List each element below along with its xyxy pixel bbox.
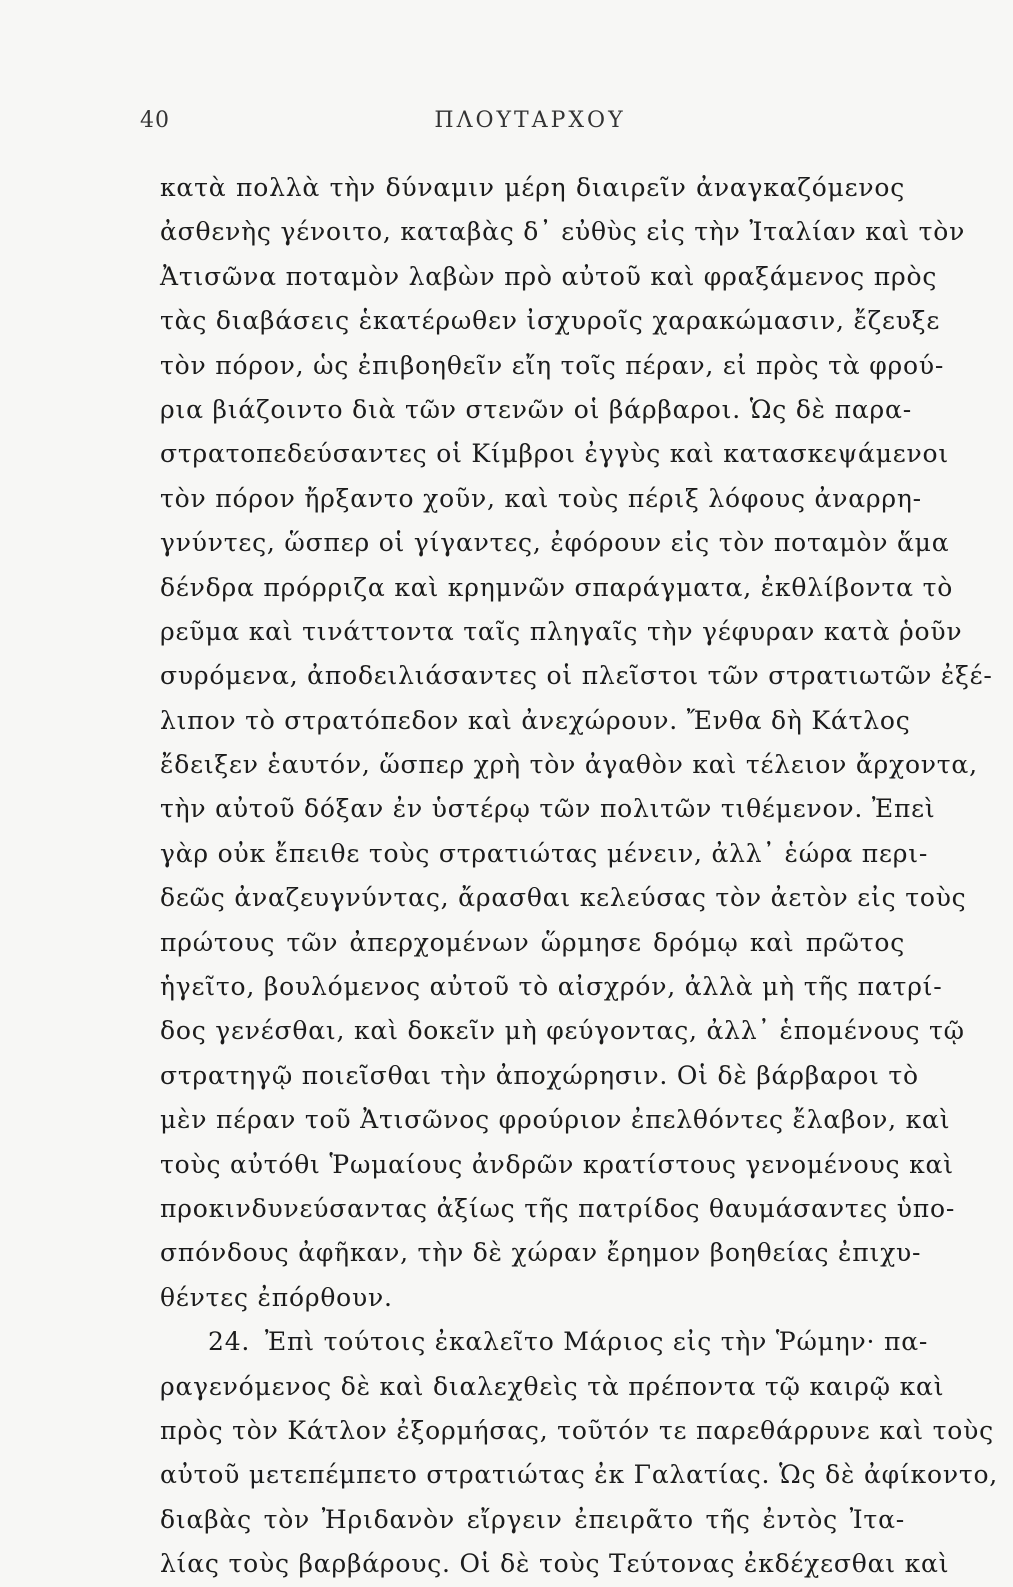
line-text: Ἀτισῶνα ποταμὸν λαβὼν πρὸ αὐτοῦ καὶ φραξάμενος πρὸς — [160, 261, 938, 291]
text-line — [160, 1365, 945, 1409]
line-text: στρατοπεδεύσαντες οἱ Κίμβροι ἐγγὺς καὶ κατασκεψάμενοι — [160, 439, 949, 469]
text-line — [160, 1143, 954, 1187]
paragraph — [160, 166, 993, 1320]
text-line — [160, 566, 954, 610]
text-line — [160, 344, 945, 388]
text-line — [160, 965, 943, 1009]
page-number: 40 — [140, 108, 170, 133]
text-line — [160, 210, 966, 254]
line-text: ραγενόμενος δὲ καὶ διαλεχθεὶς τὰ πρέποντα τῷ καιρῷ καὶ — [160, 1371, 945, 1401]
line-text: ἔδειξεν ἑαυτόν, ὥσπερ χρὴ τὸν ἀγαθὸν καὶ τέλειον ἄρχοντα, — [160, 750, 978, 780]
line-text: θέντες ἐπόρθουν. — [160, 1282, 393, 1312]
line-text: μὲν πέραν τοῦ Ἀτισῶνος φρούριον ἐπελθόντες ἔλαβον, καὶ — [160, 1105, 951, 1135]
line-text: τὴν αὐτοῦ δόξαν ἐν ὑστέρῳ τῶν πολιτῶν τιθέμενον. Ἐπεὶ — [160, 794, 936, 824]
paragraph — [160, 1320, 999, 1586]
line-text: πρώτους τῶν ἀπερχομένων ὥρμησε δρόμῳ καὶ πρῶτος — [160, 927, 905, 957]
text-line — [160, 1276, 905, 1320]
text-line — [160, 1453, 999, 1497]
text-line — [160, 388, 912, 432]
text-line — [160, 166, 905, 210]
line-text: ρια βιάζοιντο διὰ τῶν στενῶν οἱ βάρβαροι. Ὡς δὲ παρα- — [160, 394, 912, 424]
line-text: τοὺς αὐτόθι Ῥωμαίους ἀνδρῶν κρατίστους γενομένους καὶ — [160, 1149, 954, 1179]
line-text: τὸν πόρον ἤρξαντο χοῦν, καὶ τοὺς πέριξ λόφους ἀναρρη- — [160, 483, 922, 513]
line-text: τὸν πόρον, ὡς ἐπιβοηθεῖν εἴη τοῖς πέραν, εἰ πρὸς τὰ φρού- — [160, 350, 945, 380]
line-text: διαβὰς τὸν Ἠριδανὸν εἴργειν ἐπειρᾶτο τῆς ἐντὸς Ἰτα- — [160, 1504, 905, 1534]
line-text: ἡγεῖτο, βουλόμενος αὐτοῦ τὸ αἰσχρόν, ἀλλὰ μὴ τῆς πατρί- — [160, 972, 943, 1002]
line-text: γὰρ οὐκ ἔπειθε τοὺς στρατιώτας μένειν, ἀλλ᾽ ἑώρα περι- — [160, 838, 929, 868]
text-line — [160, 255, 938, 299]
line-text: γνύντες, ὥσπερ οἱ γίγαντες, ἐφόρουν εἰς τὸν ποταμὸν ἅμα — [160, 528, 950, 558]
text-line — [160, 299, 941, 343]
line-text: ρεῦμα καὶ τινάττοντα ταῖς πληγαῖς τὴν γέφυραν κατὰ ῥοῦν — [160, 616, 963, 646]
line-text: πρὸς τὸν Κάτλον ἐξορμήσας, τοῦτόν τε παρεθάρρυνε καὶ τοὺς — [160, 1415, 994, 1445]
running-title: ΠΛΟΥΤΑΡΧΟΥ — [434, 108, 626, 133]
line-text: κατὰ πολλὰ τὴν δύναμιν μέρη διαιρεῖν ἀναγκαζόμενος — [160, 173, 905, 202]
body-text — [160, 166, 999, 1587]
text-line — [160, 1187, 956, 1231]
line-text: λιπον τὸ στρατόπεδον καὶ ἀνεχώρουν. Ἔνθα δὴ Κάτλος — [160, 705, 911, 735]
text-line — [160, 1498, 905, 1542]
text-line — [160, 787, 936, 831]
text-line — [160, 610, 963, 654]
text-line — [160, 1231, 922, 1275]
section-number: 24. — [208, 1327, 251, 1357]
text-line — [160, 699, 911, 743]
text-line — [160, 1054, 919, 1098]
text-line — [160, 876, 967, 920]
line-text: στρατηγῷ ποιεῖσθαι τὴν ἀποχώρησιν. Οἱ δὲ βάρβαροι τὸ — [160, 1060, 919, 1090]
text-line — [160, 1409, 994, 1453]
text-line — [160, 921, 905, 965]
page-header — [140, 108, 920, 148]
line-text: δος γενέσθαι, καὶ δοκεῖν μὴ φεύγοντας, ἀλλ᾽ ἑπομένους τῷ — [160, 1016, 965, 1046]
text-line — [160, 743, 978, 787]
line-text: δένδρα πρόρριζα καὶ κρημνῶν σπαράγματα, ἐκθλίβοντα τὸ — [160, 572, 954, 602]
line-text: αὐτοῦ μετεπέμπετο στρατιώτας ἐκ Γαλατίας. Ὡς δὲ ἀφίκοντο, — [160, 1460, 999, 1490]
line-text: συρόμενα, ἀποδειλιάσαντες οἱ πλεῖστοι τῶν στρατιωτῶν ἐξέ- — [160, 661, 993, 691]
line-text: προκινδυνεύσαντας ἀξίως τῆς πατρίδος θαυμάσαντες ὑπο- — [160, 1193, 956, 1223]
text-line — [160, 521, 950, 565]
text-line — [160, 832, 929, 876]
line-text: σπόνδους ἀφῆκαν, τὴν δὲ χώραν ἔρημον βοηθείας ἐπιχυ- — [160, 1238, 922, 1268]
text-line — [160, 1009, 965, 1053]
text-line — [160, 432, 949, 476]
line-text: δεῶς ἀναζευγνύντας, ἄρασθαι κελεύσας τὸν ἀετὸν εἰς τοὺς — [160, 883, 967, 913]
text-line — [160, 477, 922, 521]
text-line — [160, 1320, 929, 1364]
text-line — [160, 1542, 950, 1586]
text-line — [160, 1098, 951, 1142]
line-text: ἀσθενὴς γένοιτο, καταβὰς δ᾽ εὐθὺς εἰς τὴν Ἰταλίαν καὶ τὸν — [160, 217, 966, 247]
line-text: τὰς διαβάσεις ἑκατέρωθεν ἰσχυροῖς χαρακώμασιν, ἔζευξε — [160, 306, 941, 336]
line-text: λίας τοὺς βαρβάρους. Οἱ δὲ τοὺς Τεύτονας ἐκδέχεσθαι καὶ — [160, 1549, 950, 1579]
text-line — [160, 654, 993, 698]
line-text: Ἐπὶ τούτοις ἐκαλεῖτο Μάριος εἰς τὴν Ῥώμην· πα- — [264, 1327, 929, 1357]
